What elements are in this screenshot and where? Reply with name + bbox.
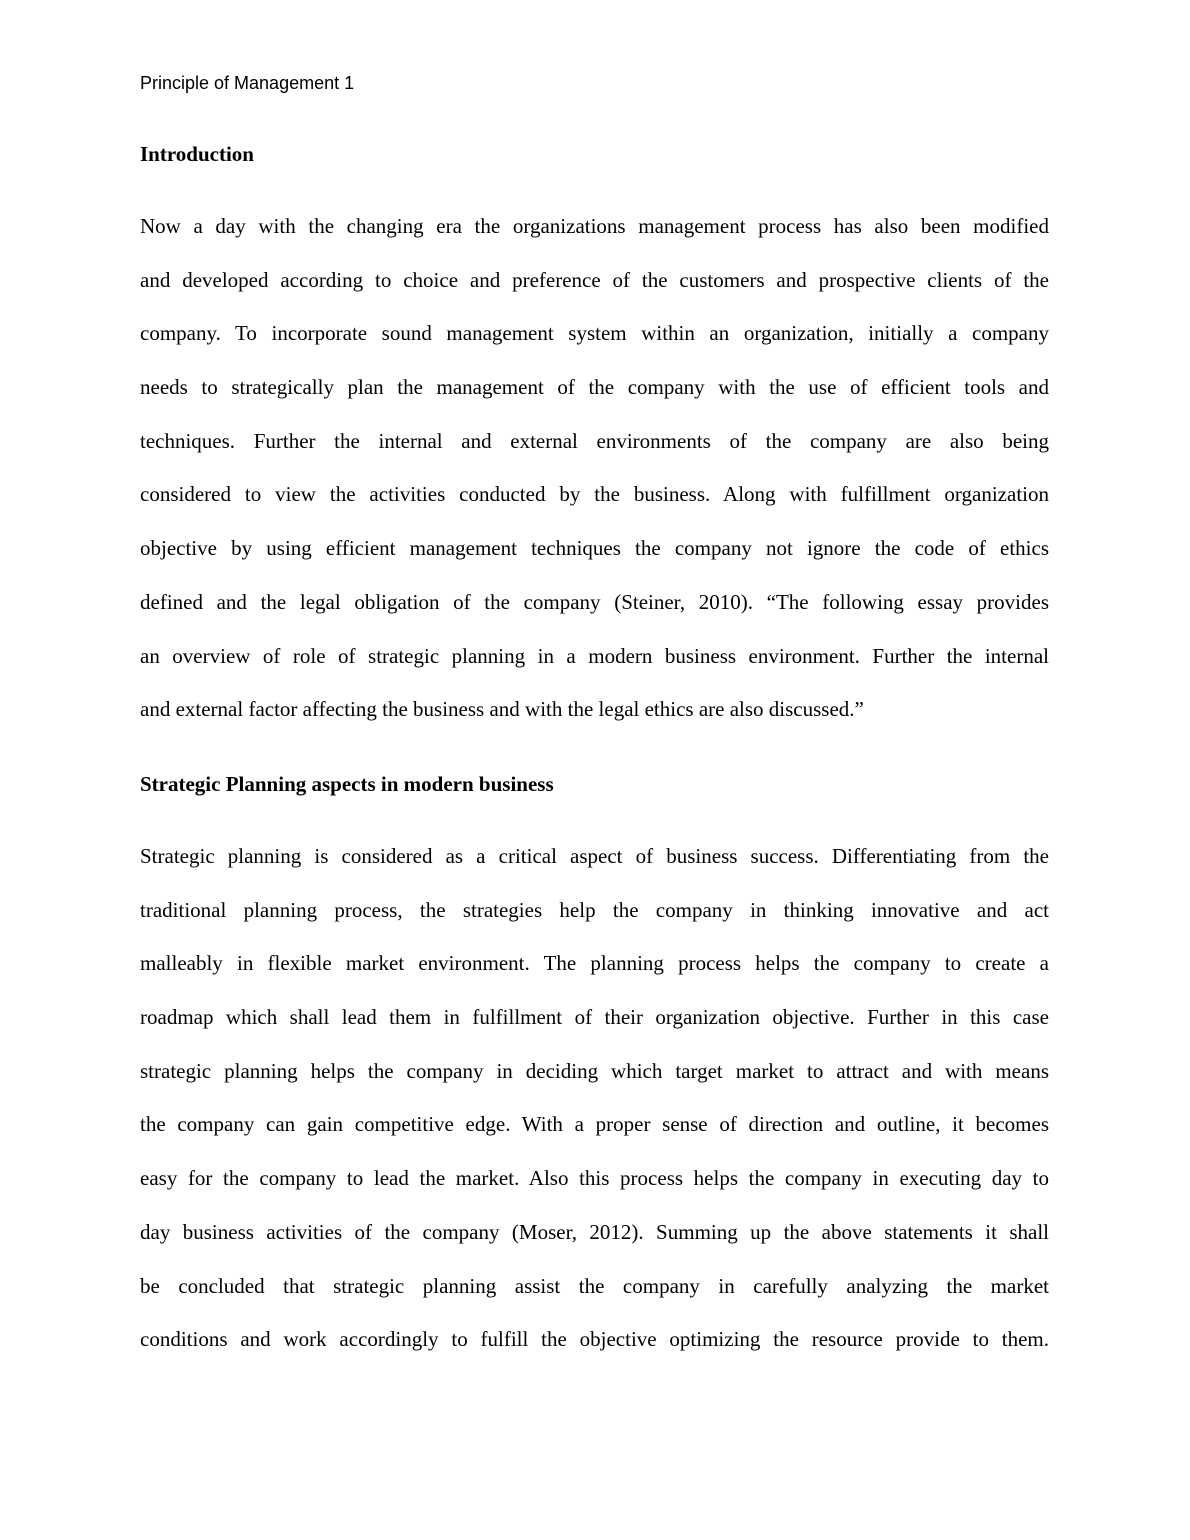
- paragraph-line: defined and the legal obligation of the company (Steiner, 2010). “The following essay provides: [140, 589, 1049, 614]
- paragraph-line: conditions and work accordingly to fulfill the objective optimizing the resource provide to them.: [140, 1327, 1049, 1352]
- paragraph-line: strategic planning helps the company in deciding which target market to attract and with means: [140, 1058, 1049, 1083]
- paragraph-line: objective by using efficient management techniques the company not ignore the code of ethics: [140, 536, 1049, 561]
- paragraph-strategic-planning: [140, 830, 1049, 1367]
- paragraph-line: considered to view the activities conducted by the business. Along with fulfillment organization: [140, 482, 1049, 507]
- running-header: Principle of Management 1: [140, 73, 355, 93]
- section-heading-strategic-planning: Strategic Planning aspects in modern business: [140, 772, 554, 796]
- paragraph-line: malleably in flexible market environment. The planning process helps the company to create a: [140, 951, 1049, 976]
- paragraph-line: Strategic planning is considered as a critical aspect of business success. Differentiating from the: [140, 844, 1049, 868]
- paragraph-line: the company can gain competitive edge. With a proper sense of direction and outline, it becomes: [140, 1112, 1049, 1137]
- paragraph-line: Now a day with the changing era the organizations management process has also been modified: [140, 214, 1049, 238]
- section-heading-introduction: Introduction: [140, 142, 254, 166]
- paragraph-line: easy for the company to lead the market. Also this process helps the company in executing day to: [140, 1166, 1049, 1191]
- paragraph-line: be concluded that strategic planning assist the company in carefully analyzing the market: [140, 1273, 1049, 1298]
- paragraph-line: and external factor affecting the business and with the legal ethics are also discussed.”: [140, 697, 864, 722]
- paragraph-line: techniques. Further the internal and external environments of the company are also being: [140, 428, 1049, 453]
- paragraph-line: an overview of role of strategic planning in a modern business environment. Further the internal: [140, 643, 1049, 668]
- paragraph-line: roadmap which shall lead them in fulfillment of their organization objective. Further in this case: [140, 1005, 1049, 1030]
- paragraph-line: company. To incorporate sound management system within an organization, initially a company: [140, 321, 1049, 346]
- paragraph-line: needs to strategically plan the management of the company with the use of efficient tools and: [140, 375, 1049, 400]
- paragraph-line: traditional planning process, the strategies help the company in thinking innovative and act: [140, 897, 1049, 922]
- paragraph-line: and developed according to choice and preference of the customers and prospective clients of the: [140, 267, 1049, 292]
- paragraph-line: day business activities of the company (Moser, 2012). Summing up the above statements it shall: [140, 1219, 1049, 1244]
- paragraph-introduction: [140, 200, 1049, 737]
